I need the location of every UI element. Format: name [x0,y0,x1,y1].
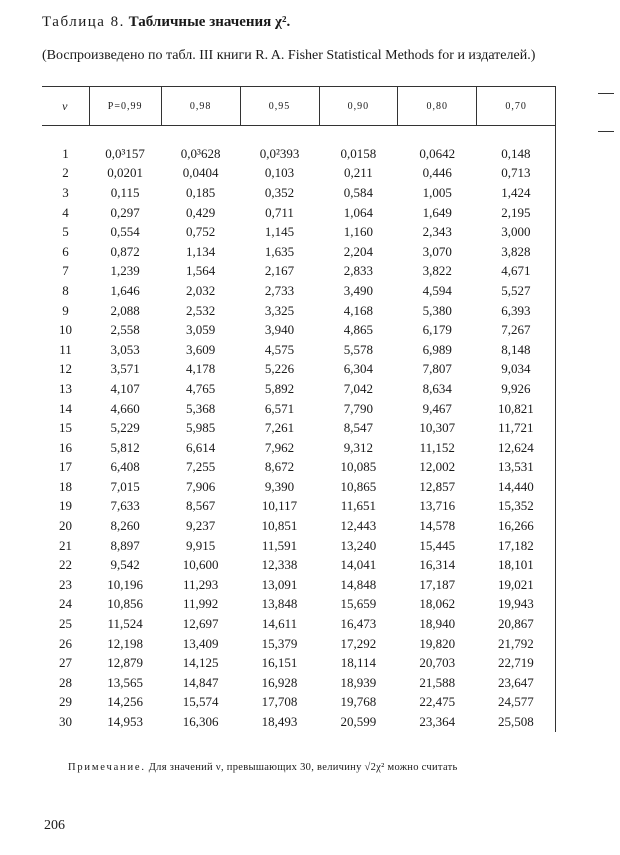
table-cell: 15,445 [419,537,456,553]
header-p-5: 0,80 [398,87,477,126]
table-cell: 5,812 [110,439,140,455]
table-cell: 13,565 [107,674,143,690]
table-cell: 10,856 [107,596,143,612]
table-cell: 3,940 [264,322,295,338]
table-cell: 0,148 [477,144,556,164]
table-cell: 23,364 [419,714,456,730]
table-cell: 0,297 [110,204,140,220]
table-cell: 10,821 [477,399,556,419]
margin-dash-top [598,93,614,94]
table-cell: 17,292 [340,635,377,651]
table-cell: 1,160 [343,224,374,240]
row-dof: 12 [59,361,73,377]
table-cell: 11,721 [477,418,556,438]
table-cell: 0,103 [264,165,295,181]
table-cell: 13,531 [477,458,556,478]
table-row [42,438,556,458]
table-cell: 4,107 [110,380,140,396]
table-cell: 12,857 [419,478,456,494]
table-cell: 14,847 [182,674,219,690]
table-cell: 9,237 [186,518,216,534]
table-cell: 16,473 [340,616,377,632]
table-cell: 0,352 [264,184,295,200]
table-cell: 1,239 [110,263,140,279]
table-cell: 5,368 [186,400,216,416]
row-dof: 3 [62,184,69,200]
row-dof: 29 [59,694,73,710]
table-row [42,693,556,713]
table-header-row [42,87,556,126]
row-dof: 21 [59,537,73,553]
table-cell: 8,897 [110,537,140,553]
table-cell: 1,005 [422,184,452,200]
margin-dash-bottom [598,131,614,132]
table-cell: 18,493 [261,714,298,730]
table-cell: 9,390 [264,478,295,494]
table-row [42,320,556,340]
table-cell: 6,408 [110,459,140,475]
table-cell: 4,575 [264,341,295,357]
table-cell: 6,989 [422,341,452,357]
table-row [42,497,556,517]
table-cell: 4,660 [110,400,140,416]
row-dof: 17 [59,459,73,475]
row-dof: 30 [59,714,73,730]
table-cell: 17,708 [261,694,298,710]
table-cell: 1,646 [110,282,140,298]
table-cell: 16,306 [182,714,219,730]
table-cell: 8,148 [477,340,556,360]
table-cell: 0,0642 [419,145,456,161]
table-cell: 7,906 [186,478,216,494]
table-row [42,222,556,242]
table-cell: 0,0158 [340,145,377,161]
table-cell: 18,114 [340,655,377,671]
table-cell: 0,752 [186,224,216,240]
table-cell: 7,962 [264,439,295,455]
table-cell: 0,446 [422,165,452,181]
table-cell: 1,134 [186,243,216,259]
table-cell: 6,571 [264,400,295,416]
table-cell: 11,524 [107,616,143,632]
table-cell: 3,828 [477,242,556,262]
footnote-label: Примечание. [68,762,146,773]
table-cell: 12,879 [107,655,143,671]
table-cell: 22,475 [419,694,456,710]
row-dof: 20 [59,518,73,534]
table-row [42,379,556,399]
table-cell: 4,671 [477,262,556,282]
table-cell: 7,807 [422,361,452,377]
table-cell: 8,634 [422,380,452,396]
table-cell: 2,558 [110,322,140,338]
row-dof: 5 [62,224,69,240]
table-cell: 14,041 [340,557,377,573]
table-row [42,536,556,556]
table-cell: 6,393 [477,301,556,321]
table-cell: 8,547 [343,420,374,436]
table-row [42,399,556,419]
table-cell: 0,711 [265,204,294,220]
table-cell: 18,939 [340,674,377,690]
row-dof: 1 [62,145,69,161]
table-cell: 1,424 [477,183,556,203]
table-cell: 25,508 [477,712,556,732]
table-cell: 9,312 [343,439,374,455]
table-cell: 15,379 [261,635,298,651]
table-cell: 5,226 [264,361,295,377]
row-dof: 13 [59,380,73,396]
table-title-text: Табличные значения χ². [128,14,291,30]
table-cell: 20,703 [419,655,456,671]
table-cell: 2,204 [343,243,374,259]
table-cell: 4,765 [186,380,216,396]
table-cell: 12,198 [107,635,143,651]
table-cell: 17,187 [419,576,456,592]
table-cell: 11,992 [182,596,219,612]
table-cell: 18,101 [477,555,556,575]
table-cell: 0,0³157 [105,145,145,161]
row-dof: 27 [59,655,73,671]
table-row [42,653,556,673]
table-cell: 0,211 [344,165,373,181]
table-body [42,126,556,732]
table-cell: 13,848 [261,596,298,612]
table-cell: 0,0²393 [259,145,300,161]
page-number: 206 [44,818,65,833]
header-p-6: 0,70 [477,87,556,126]
table-cell: 0,0201 [107,165,143,181]
table-cell: 11,152 [419,439,455,455]
table-row [42,575,556,595]
table-row [42,360,556,380]
row-dof: 11 [59,341,72,357]
table-cell: 4,168 [343,302,374,318]
header-p-4: 0,90 [319,87,398,126]
table-cell: 7,790 [343,400,374,416]
table-cell: 14,578 [419,518,456,534]
table-cell: 2,733 [264,282,295,298]
table-cell: 5,578 [343,341,374,357]
table-cell: 3,609 [186,341,216,357]
table-cell: 3,000 [477,222,556,242]
table-cell: 16,928 [261,674,298,690]
table-cell: 3,822 [422,263,452,279]
table-cell: 12,002 [419,459,456,475]
table-cell: 1,064 [343,204,374,220]
table-row [42,262,556,282]
table-row [42,673,556,693]
table-cell: 19,943 [477,595,556,615]
table-row [42,281,556,301]
table-number-label: Таблица 8. [42,14,125,30]
table-cell: 7,267 [477,320,556,340]
table-cell: 12,624 [477,438,556,458]
table-cell: 7,015 [110,478,140,494]
table-row [42,712,556,732]
row-dof: 24 [59,596,73,612]
table-cell: 3,490 [343,282,374,298]
table-cell: 14,125 [182,655,219,671]
table-cell: 4,865 [343,322,374,338]
table-cell: 1,145 [264,224,295,240]
table-cell: 3,053 [110,341,140,357]
table-cell: 13,409 [182,635,219,651]
table-cell: 10,851 [261,518,298,534]
table-cell: 9,926 [477,379,556,399]
header-nu: ν [42,87,89,126]
table-row [42,477,556,497]
table-cell: 13,091 [261,576,298,592]
table-row [42,242,556,262]
table-cell: 2,032 [186,282,216,298]
row-dof: 14 [59,400,73,416]
table-row [42,164,556,184]
table-cell: 0,429 [186,204,216,220]
table-cell: 19,021 [477,575,556,595]
table-cell: 4,178 [186,361,216,377]
table-cell: 11,591 [261,537,298,553]
table-cell: 13,240 [340,537,377,553]
table-cell: 23,647 [477,673,556,693]
table-cell: 21,792 [477,634,556,654]
table-cell: 6,614 [186,439,216,455]
table-cell: 14,611 [261,616,298,632]
table-row [42,203,556,223]
table-cell: 17,182 [477,536,556,556]
table-cell: 2,532 [186,302,216,318]
table-cell: 14,848 [340,576,377,592]
footnote [68,762,458,773]
table-cell: 6,179 [422,322,452,338]
table-cell: 7,261 [264,420,295,436]
table-cell: 16,266 [477,516,556,536]
row-dof: 18 [59,478,73,494]
row-dof: 28 [59,674,73,690]
row-dof: 23 [59,576,73,592]
row-dof: 15 [59,420,73,436]
row-dof: 19 [59,498,73,514]
table-cell: 18,940 [419,616,456,632]
table-cell: 2,343 [422,224,452,240]
table-cell: 3,325 [264,302,295,318]
chi-square-table-wrapper [42,86,556,732]
table-cell: 20,599 [340,714,377,730]
table-cell: 15,659 [340,596,377,612]
table-cell: 15,574 [182,694,219,710]
table-cell: 10,085 [340,459,377,475]
table-cell: 3,059 [186,322,216,338]
table-cell: 2,833 [343,263,374,279]
table-cell: 1,649 [422,204,452,220]
table-cell: 8,672 [264,459,295,475]
table-cell: 16,151 [261,655,298,671]
table-cell: 12,443 [340,518,377,534]
header-spacer-row [42,126,556,145]
table-cell: 5,229 [110,420,140,436]
table-cell: 5,527 [477,281,556,301]
table-cell: 7,633 [110,498,140,514]
table-cell: 6,304 [343,361,374,377]
table-cell: 10,117 [261,498,298,514]
footnote-text: Для значений ν, превышающих 30, величину √2χ² можно считать [148,762,458,773]
table-cell: 9,542 [110,557,140,573]
row-dof: 8 [62,282,69,298]
table-cell: 10,600 [182,557,219,573]
table-row [42,595,556,615]
table-row [42,144,556,164]
table-cell: 19,768 [340,694,377,710]
table-cell: 22,719 [477,653,556,673]
table-cell: 2,167 [264,263,295,279]
table-cell: 8,260 [110,518,140,534]
table-cell: 10,307 [419,420,456,436]
table-row [42,183,556,203]
table-row [42,614,556,634]
table-row [42,634,556,654]
table-cell: 20,867 [477,614,556,634]
row-dof: 10 [59,322,73,338]
table-cell: 14,440 [477,477,556,497]
table-cell: 24,577 [477,693,556,713]
table-cell: 18,062 [419,596,456,612]
table-cell: 7,255 [186,459,216,475]
row-dof: 26 [59,635,73,651]
table-row [42,340,556,360]
table-cell: 16,314 [419,557,456,573]
row-dof: 25 [59,616,73,632]
table-cell: 15,352 [477,497,556,517]
table-cell: 0,872 [110,243,140,259]
row-dof: 22 [59,557,73,573]
row-dof: 7 [62,263,69,279]
table-cell: 13,716 [419,498,456,514]
table-cell: 9,034 [477,360,556,380]
table-cell: 5,892 [264,380,295,396]
table-cell: 11,651 [340,498,377,514]
table-cell: 21,588 [419,674,456,690]
table-cell: 12,697 [182,616,219,632]
table-cell: 5,985 [186,420,216,436]
table-cell: 0,185 [186,184,216,200]
table-cell: 1,564 [186,263,216,279]
header-p-3: 0,95 [240,87,319,126]
table-row [42,516,556,536]
table-cell: 0,115 [110,184,140,200]
row-dof: 2 [62,165,69,181]
table-cell: 0,554 [110,224,140,240]
table-row [42,555,556,575]
table-row [42,458,556,478]
row-dof: 6 [62,243,69,259]
table-cell: 9,467 [422,400,452,416]
table-cell: 1,635 [264,243,295,259]
table-cell: 7,042 [343,380,374,396]
table-cell: 19,820 [419,635,456,651]
table-row [42,418,556,438]
source-citation: (Воспроизведено по табл. III книги R. A. Fisher Statistical Methods for и издателей.) [42,48,536,63]
table-cell: 10,196 [107,576,143,592]
chi-square-table [42,86,556,732]
row-dof: 4 [62,204,69,220]
table-cell: 3,571 [110,361,140,377]
row-dof: 16 [59,439,73,455]
table-cell: 0,713 [477,164,556,184]
table-cell: 14,256 [107,694,143,710]
table-cell: 4,594 [422,282,452,298]
table-cell: 12,338 [261,557,298,573]
table-cell: 0,584 [343,184,374,200]
table-title [42,14,290,31]
table-cell: 0,0³628 [180,145,221,161]
header-p-1: P=0,99 [89,87,161,126]
table-cell: 14,953 [107,714,143,730]
table-cell: 0,0404 [182,165,219,181]
table-cell: 5,380 [422,302,452,318]
row-dof: 9 [62,302,69,318]
table-cell: 3,070 [422,243,452,259]
table-cell: 2,195 [477,203,556,223]
table-cell: 8,567 [186,498,216,514]
table-cell: 9,915 [186,537,216,553]
table-cell: 2,088 [110,302,140,318]
table-row [42,301,556,321]
table-cell: 11,293 [182,576,219,592]
header-p-2: 0,98 [161,87,240,126]
table-cell: 10,865 [340,478,377,494]
